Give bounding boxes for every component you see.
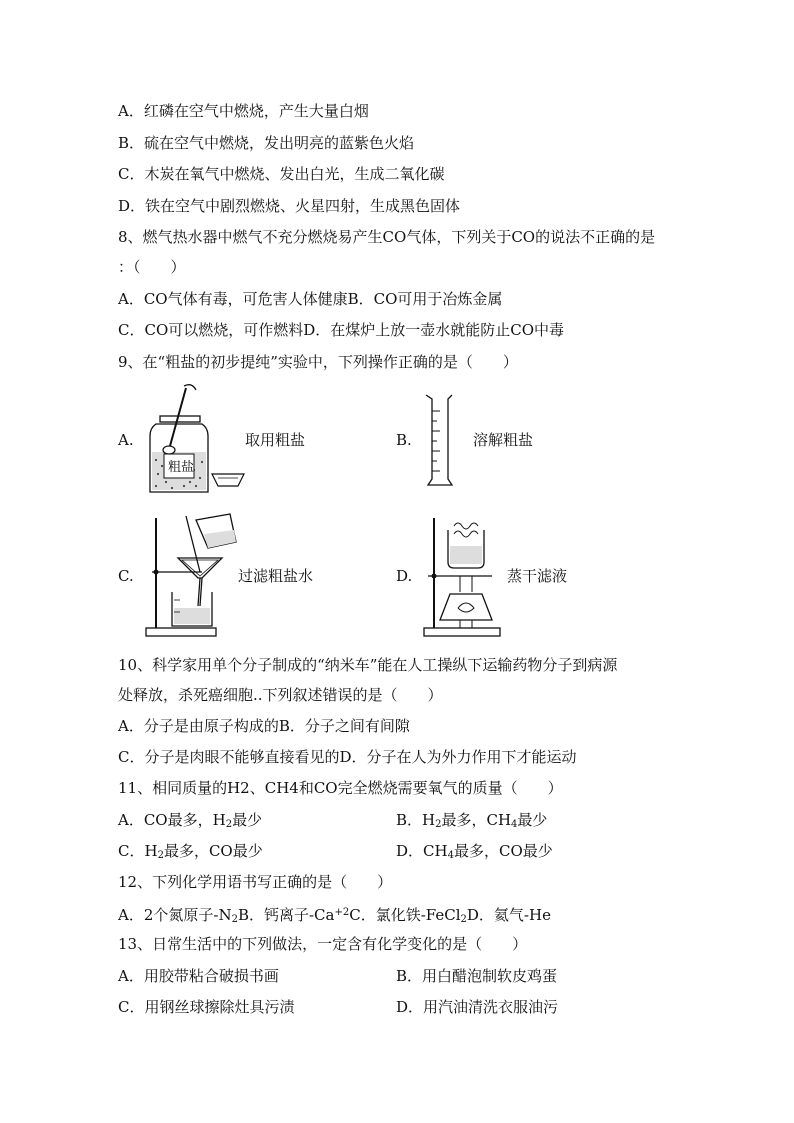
q11-stem: 11、相同质量的H2、CH4和CO完全燃烧需要氧气的质量（ ） bbox=[118, 779, 563, 797]
q9-d-text: 蒸干滤液 bbox=[507, 567, 568, 585]
q9-b-text: 溶解粗盐 bbox=[473, 431, 534, 449]
q10-options-cd: C．分子是肉眼不能够直接看见的D．分子在人为外力作用下才能运动 bbox=[118, 748, 577, 766]
q8-stem: 8、燃气热水器中燃气不充分燃烧易产生CO气体，下列关于CO的说法不正确的是 bbox=[118, 228, 656, 246]
q9-stem: 9、在“粗盐的初步提纯”实验中，下列操作正确的是（ ） bbox=[118, 353, 518, 371]
q13-option-c: C．用钢丝球擦除灶具污渍 bbox=[118, 998, 295, 1016]
q8-stem-cont: ：（ ） bbox=[118, 258, 186, 276]
measuring-cylinder-figure bbox=[420, 393, 460, 493]
q8-options-cd: C．CO可以燃烧，可作燃料D．在煤炉上放一壶水就能防止CO中毒 bbox=[118, 321, 565, 339]
q7-option-b: B．硫在空气中燃烧，发出明亮的蓝紫色火焰 bbox=[118, 134, 415, 152]
q13-option-d: D．用汽油清洗衣服油污 bbox=[396, 998, 559, 1016]
q13-option-b: B．用白醋泡制软皮鸡蛋 bbox=[396, 967, 558, 985]
jar-with-spoon-figure bbox=[136, 382, 256, 497]
q9-c-text: 过滤粗盐水 bbox=[238, 567, 314, 585]
q9-d-letter: D. bbox=[396, 567, 413, 585]
q9-a-letter: A. bbox=[118, 431, 134, 449]
q12-options: A．2个氮原子$-N_2B$．钙离子$-Ca^{+2}C$．氯化铁-FeCl$_2$D．氦气-He bbox=[118, 906, 551, 925]
jar-label: 粗盐 bbox=[168, 460, 195, 475]
q7-option-d: D．铁在空气中剧烈燃烧、火星四射，生成黑色固体 bbox=[118, 197, 461, 215]
q13-option-a: A．用胶带粘合破损书画 bbox=[118, 967, 279, 985]
q7-option-a: A．红磷在空气中燃烧，产生大量白烟 bbox=[118, 102, 369, 120]
q9-c-letter: C. bbox=[118, 567, 134, 585]
q12-stem: 12、下列化学用语书写正确的是（ ） bbox=[118, 873, 393, 891]
q11-option-d: D．$CH_4$最多，CO最少 bbox=[396, 842, 553, 861]
q10-stem: 10、科学家用单个分子制成的“纳米车”能在人工操纵下运输药物分子到病源 bbox=[118, 656, 618, 674]
q13-stem: 13、日常生活中的下列做法，一定含有化学变化的是（ ） bbox=[118, 935, 528, 953]
q9-b-letter: B. bbox=[396, 431, 412, 449]
q9-a-text: 取用粗盐 bbox=[245, 431, 306, 449]
q8-options-ab: A．CO气体有毒，可危害人体健康B．CO可用于冶炼金属 bbox=[118, 290, 503, 308]
q10-stem-cont: 处释放，杀死癌细胞..下列叙述错误的是（ ） bbox=[118, 686, 443, 704]
q11-option-c: C．$H_2$最多，CO最少 bbox=[118, 842, 263, 861]
filtration-figure bbox=[142, 512, 242, 640]
evaporation-figure bbox=[420, 512, 510, 640]
q11-option-a: A．CO最多，$H_2$最少 bbox=[118, 811, 263, 830]
q7-option-c: C．木炭在氧气中燃烧、发出白光，生成二氧化碳 bbox=[118, 165, 445, 183]
q11-option-b: B．$H_2$最多，$CH_4$最少 bbox=[396, 811, 548, 830]
q10-options-ab: A．分子是由原子构成的B．分子之间有间隙 bbox=[118, 717, 410, 735]
